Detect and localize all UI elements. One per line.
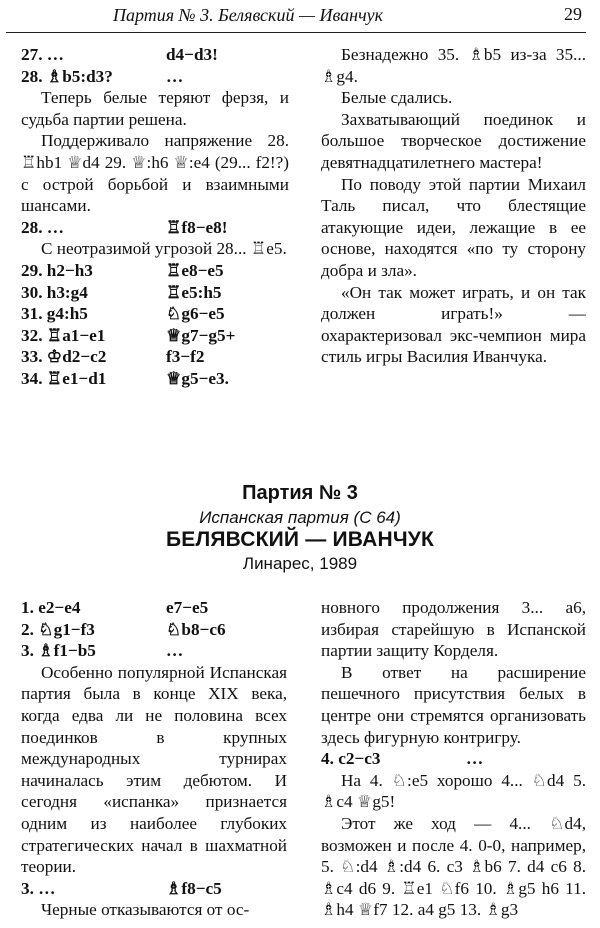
white-move: 31. g4:h5 <box>21 304 88 324</box>
commentary-paragraph: Белые сдались. <box>341 88 453 108</box>
commentary-paragraph: Особенно популярной Испанская партия была в конце XIX века, когда едва ли не половина всех поединков в крупных международных турнирах начиналась этим дебютом. И сегодня «испанка» признается одним из наиболее глубоких стратегических начал в шахматной теории. <box>21 662 287 877</box>
black-move: e7−e5 <box>166 598 209 617</box>
white-move: 27. … <box>21 45 64 64</box>
black-move: ♘g6−e5 <box>166 304 225 324</box>
white-move: 28. … <box>21 217 64 237</box>
move-row <box>321 748 586 770</box>
white-move: 4. c2−c3 <box>321 749 381 769</box>
move-row <box>21 368 289 390</box>
black-move: … <box>466 749 484 769</box>
move-row <box>21 282 289 304</box>
move-row <box>21 619 287 641</box>
move-row <box>21 325 289 347</box>
commentary-paragraph: новного продолжения 3... a6, избирая старейшую в Испанской партии защиту Корделя. <box>321 598 586 661</box>
commentary-paragraph: На 4. ♘:e5 хорошо 4... ♘d4 5. ♗c4 ♕g5! <box>321 770 586 812</box>
column-bottom-left <box>21 597 287 921</box>
game-title: Партия № 3 <box>242 482 358 504</box>
white-move: 32. ♖a1−e1 <box>21 325 106 345</box>
black-move: ♗f8−c5 <box>166 878 222 898</box>
white-move: 1. e2−e4 <box>21 598 81 617</box>
commentary-paragraph: Этот же ход — 4... ♘d4, возможен и после 4. 0-0, например, 5. ♘:d4 ♗:d4 6. c3 ♗b6 7. d4 c6 8. ♗c4 d6 9. ♖e1 ♘f6 10. ♗g5 h6 11. ♗h4 ♕f7 12. a4 g5 13. ♗g3 <box>321 813 586 920</box>
commentary-paragraph: Безнадежно 35. ♗b5 из-за 35... ♗g4. <box>321 45 586 86</box>
commentary-paragraph: Черные отказываются от ос- <box>41 900 250 920</box>
white-move: 30. h3:g4 <box>21 282 88 302</box>
move-row <box>21 44 289 66</box>
white-move: 3. … <box>21 878 56 898</box>
white-move: 29. h2−h3 <box>21 260 93 280</box>
black-move: … <box>166 641 184 661</box>
running-head-title: Партия № 3. Белявский — Иванчук <box>113 5 384 25</box>
black-move: ♖e5:h5 <box>166 282 222 302</box>
commentary-paragraph: «Он так может играть, и он так должен играть!» — охарактеризовал экс-чемпион мира стиль игры Василия Иванчука. <box>321 282 586 367</box>
column-top-right <box>321 44 586 368</box>
players-heading: БЕЛЯВСКИЙ — ИВАНЧУК <box>165 528 435 551</box>
column-bottom-right <box>321 597 586 921</box>
move-row <box>21 260 289 282</box>
move-row <box>21 640 287 662</box>
white-move: 28. ♗b5:d3? <box>21 66 113 86</box>
commentary-paragraph: Теперь белые теряют ферзя, и судьба партии решена. <box>21 88 289 129</box>
page-number: 29 <box>564 4 582 24</box>
commentary-paragraph: Поддерживало напряжение 28. ♖hb1 ♕d4 29. ♕:h6 ♕:e4 (29... f2!?) с острой борьбой и взаимными шансами. <box>21 131 289 216</box>
white-move: 33. ♔d2−c2 <box>21 347 107 367</box>
black-move: ♕g7−g5+ <box>166 325 236 345</box>
move-row <box>21 597 287 619</box>
white-move: 3. ♗f1−b5 <box>21 641 96 661</box>
move-row <box>21 217 289 239</box>
column-top-left <box>21 44 289 390</box>
black-move: ♕g5−e3. <box>166 368 229 388</box>
commentary-paragraph: В ответ на расширение пешечного присутствия белых в центре они стремятся организовать здесь фигурную контригру. <box>321 662 586 747</box>
move-row <box>21 878 287 900</box>
move-row <box>21 66 289 88</box>
black-move: ♖e8−e5 <box>166 260 224 280</box>
black-move: ♖f8−e8! <box>166 217 228 237</box>
black-move: ♘b8−c6 <box>166 619 226 639</box>
commentary-paragraph: С неотразимой угрозой 28... ♖e5. <box>41 239 287 259</box>
black-move: … <box>166 66 184 86</box>
opening-name: Испанская партия (C 64) <box>199 508 401 527</box>
black-move: d4−d3! <box>166 45 218 64</box>
move-row <box>21 346 289 368</box>
commentary-paragraph: Захватывающий поединок и большое творческое достижение девятнадцатилетнего мастера! <box>321 109 586 172</box>
running-head <box>0 0 600 34</box>
white-move: 2. ♘g1−f3 <box>21 619 95 639</box>
move-row <box>21 303 289 325</box>
black-move: f3−f2 <box>166 347 205 367</box>
commentary-paragraph: По поводу этой партии Михаил Таль писал, что блестящие атакующие идеи, лежащие в ее основе, находятся «по ту сторону добра и зла». <box>321 174 586 280</box>
header-rule <box>6 32 586 33</box>
place-and-year: Линарес, 1989 <box>242 554 358 573</box>
white-move: 34. ♖e1−d1 <box>21 368 107 388</box>
